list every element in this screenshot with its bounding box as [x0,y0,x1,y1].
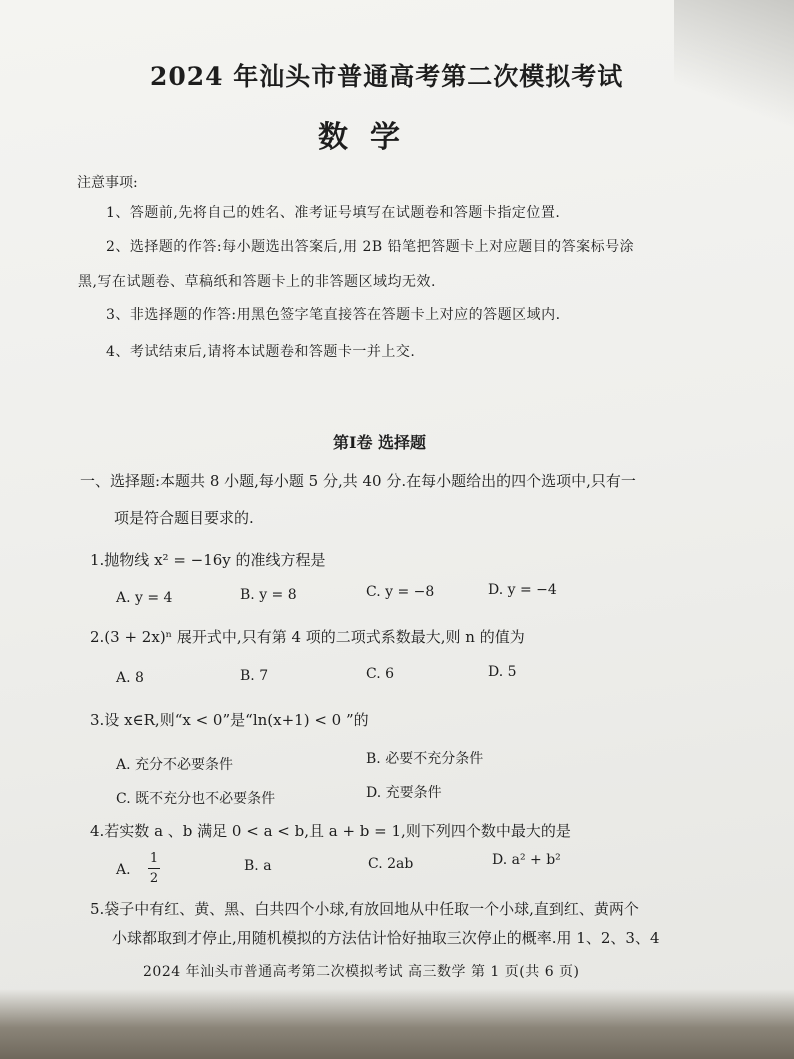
question-2-option-b: B. 7 [240,668,269,684]
question-1-option-d: D. y = −4 [488,582,557,598]
section-title: 第Ⅰ卷 选择题 [333,433,427,452]
question-4-option-d: D. a² + b² [492,852,561,868]
question-2-option-d: D. 5 [488,664,517,680]
notice-item-2: 2、选择题的作答:每小题选出答案后,用 2B 铅笔把答题卡上对应题目的答案标号涂 [106,239,635,255]
subject-title: 数学 [318,120,422,155]
question-1-option-c: C. y = −8 [366,584,435,600]
question-5-stem-cont: 小球都取到才停止,用随机模拟的方法估计恰好抽取三次停止的概率.用 1、2、3、4 [112,929,660,947]
notice-heading: 注意事项: [77,175,138,191]
desk-shadow [0,989,794,1059]
question-2-stem: 2.(3 + 2x)ⁿ 展开式中,只有第 4 项的二项式系数最大,则 n 的值为 [90,628,525,646]
question-4-option-a-fraction [148,851,160,886]
question-4-option-b: B. a [244,858,272,874]
question-1-stem: 1.抛物线 x² = −16y 的准线方程是 [90,551,326,569]
question-3-stem: 3.设 x∈R,则“x < 0”是“ln(x+1) < 0 ”的 [90,711,369,729]
part1-intro-cont: 项是符合题目要求的. [114,509,254,527]
question-1-option-a: A. y = 4 [116,590,173,606]
page-footer: 2024 年汕头市普通高考第二次模拟考试 高三数学 第 1 页(共 6 页) [143,964,580,980]
question-2-option-c: C. 6 [366,666,395,682]
paper-shadow-corner [674,0,794,140]
fraction-bar [148,868,160,869]
question-4-option-c: C. 2ab [368,856,414,872]
question-5-stem: 5.袋子中有红、黄、黑、白共四个小球,有放回地从中任取一个小球,直到红、黄两个 [90,900,639,918]
question-4-stem: 4.若实数 a 、b 满足 0 < a < b,且 a + b = 1,则下列四个数中最大的是 [90,822,571,840]
question-4-option-a-label: A. [116,862,131,878]
question-2-option-a: A. 8 [116,670,144,686]
question-3-option-c: C. 既不充分也不必要条件 [116,791,276,807]
exam-title: 2024 年汕头市普通高考第二次模拟考试 [150,62,624,91]
fraction-denominator: 2 [149,871,159,886]
question-3-option-b: B. 必要不充分条件 [366,751,484,767]
notice-item-2-cont: 黑,写在试题卷、草稿纸和答题卡上的非答题区域均无效. [78,274,436,290]
part1-intro: 一、选择题:本题共 8 小题,每小题 5 分,共 40 分.在每小题给出的四个选项中,只有一 [80,472,636,490]
notice-item-4: 4、考试结束后,请将本试题卷和答题卡一并上交. [106,344,416,360]
question-3-option-a: A. 充分不必要条件 [116,757,234,773]
fraction-numerator: 1 [149,851,159,866]
notice-item-1: 1、答题前,先将自己的姓名、准考证号填写在试题卷和答题卡指定位置. [106,205,561,221]
question-1-option-b: B. y = 8 [240,587,297,603]
notice-item-3: 3、非选择题的作答:用黑色签字笔直接答在答题卡上对应的答题区域内. [106,307,561,323]
question-3-option-d: D. 充要条件 [366,785,442,801]
